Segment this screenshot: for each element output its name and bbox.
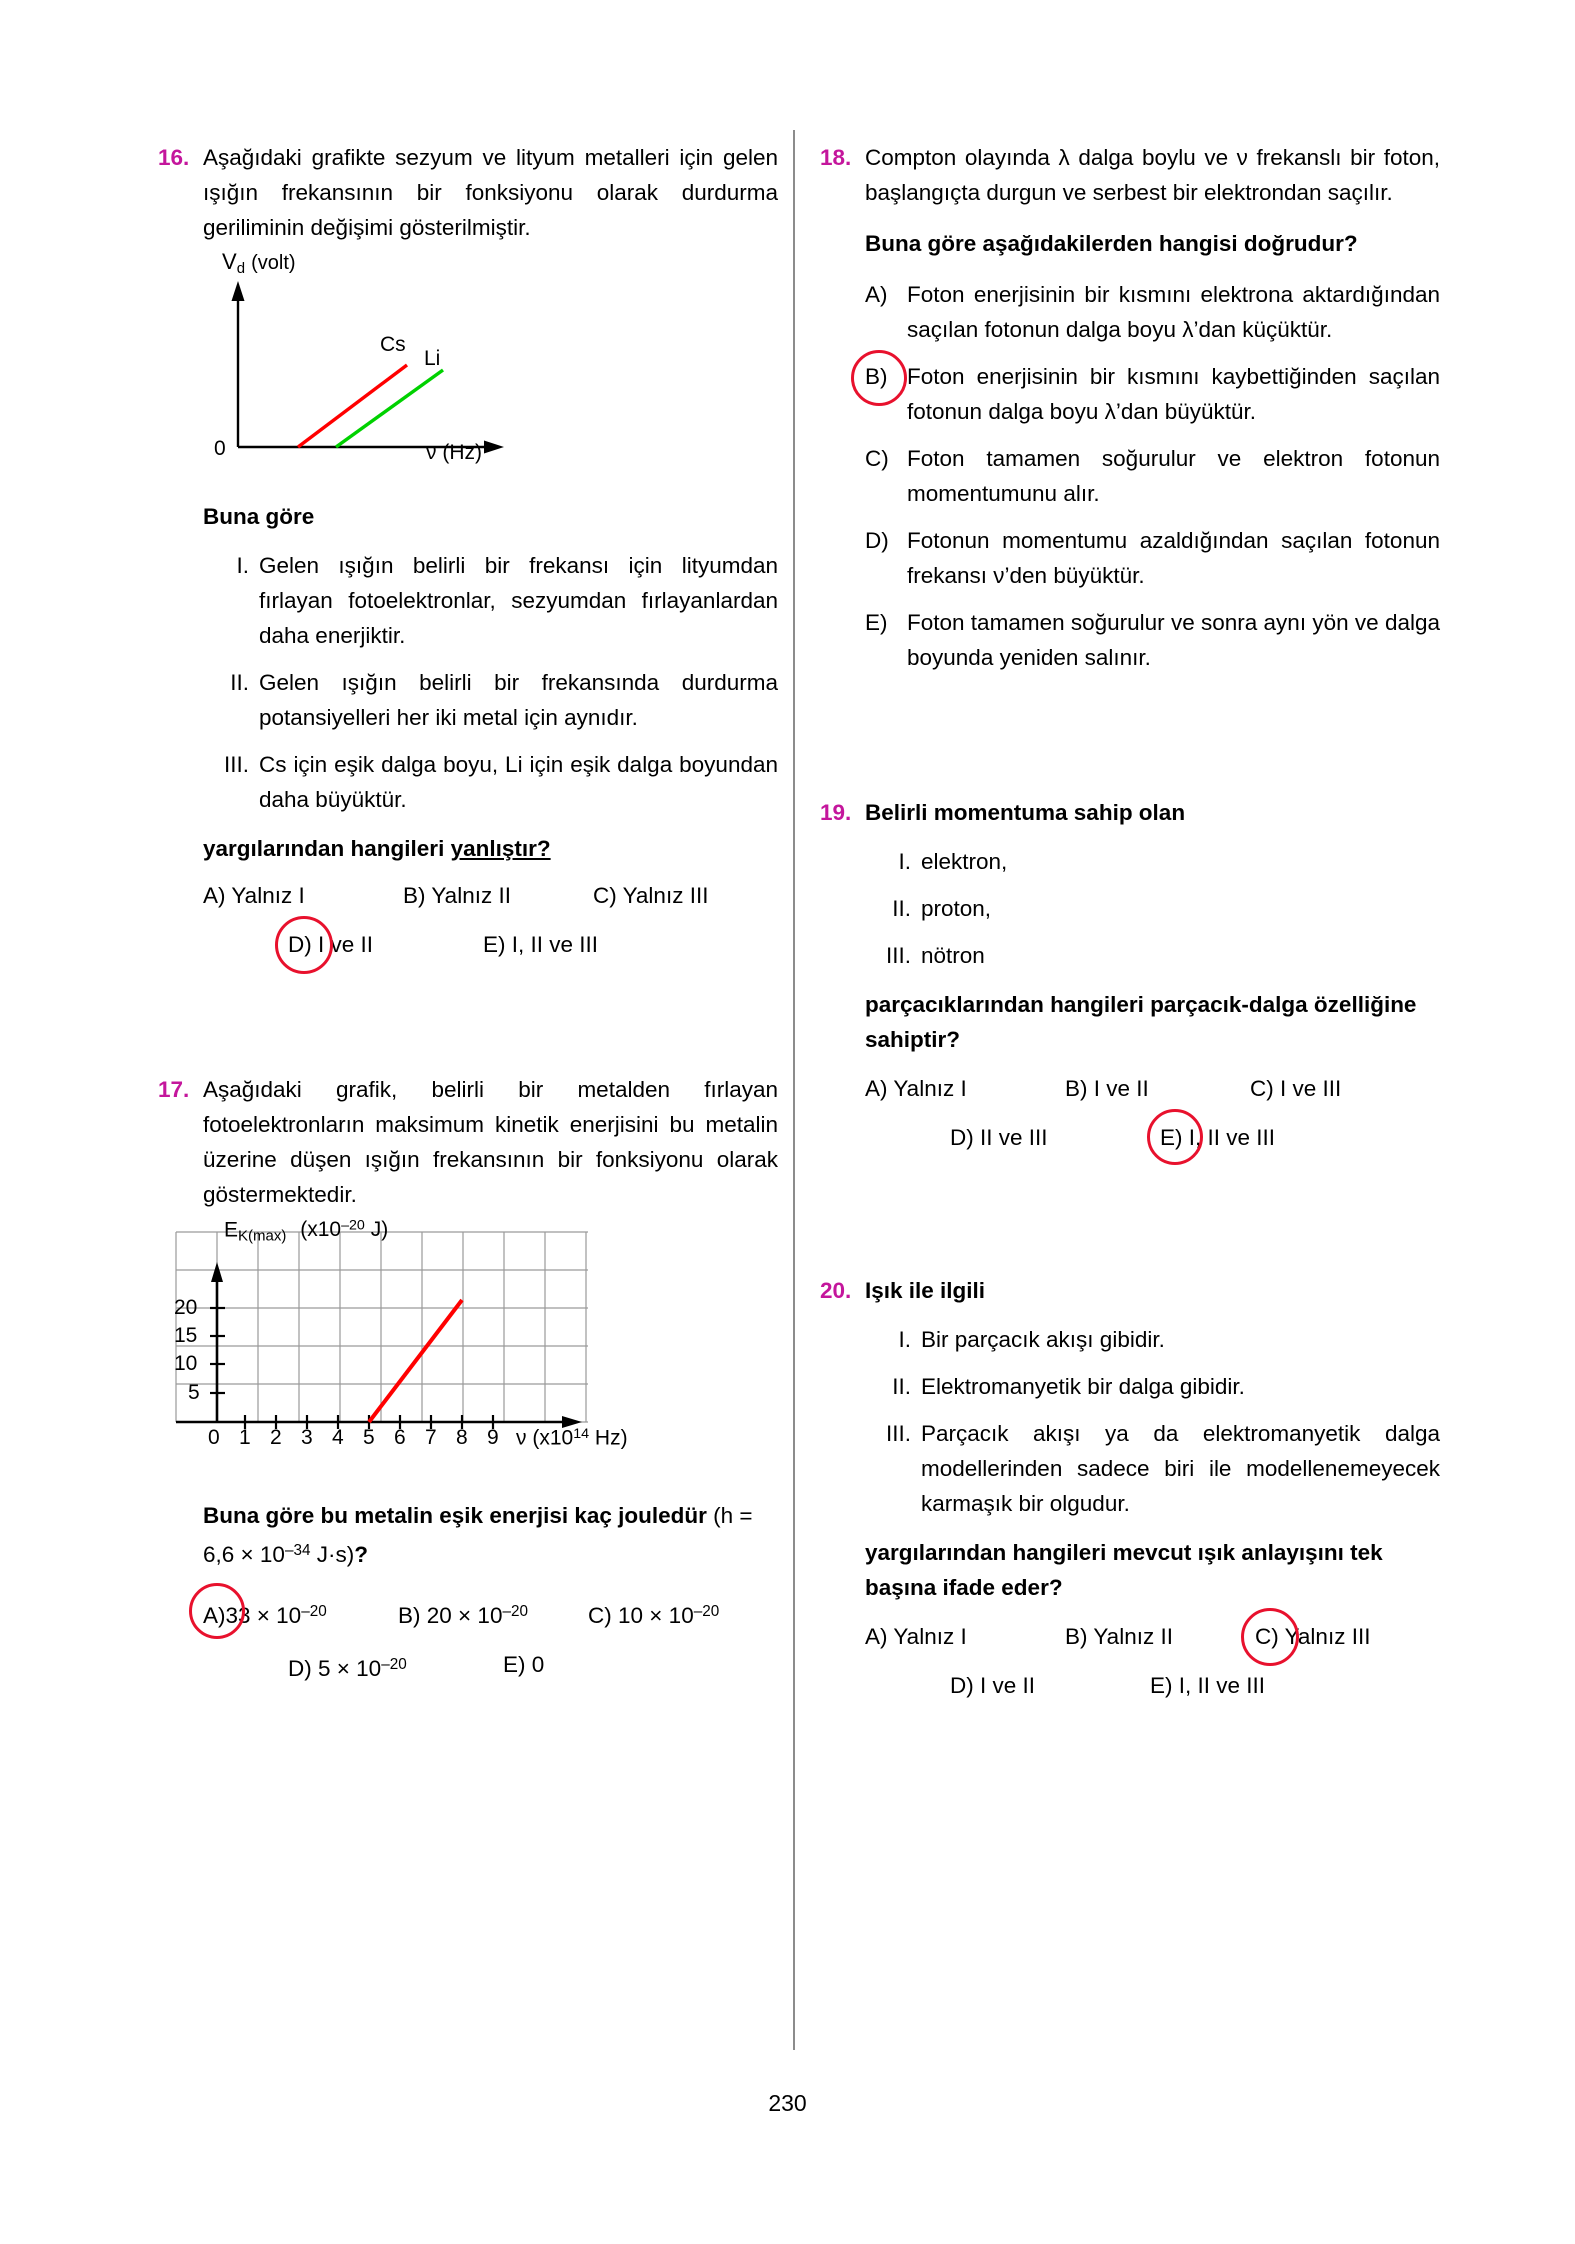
question-20-lead-top: Işık ile ilgili (865, 1278, 986, 1303)
graph17-xtick-6: 6 (394, 1426, 406, 1449)
option-row-2 (950, 1120, 1440, 1155)
graph17-ytick-15: 15 (174, 1324, 198, 1347)
question-19-statements (865, 844, 1440, 973)
option-row-2 (288, 927, 778, 962)
question-16-lead-bottom: yargılarından hangileri yanlıştır? (203, 836, 551, 861)
question-19-options (865, 1071, 1440, 1155)
statement-roman: III. (885, 943, 911, 968)
page-number: 230 (768, 2090, 807, 2116)
graph17-xtick-8: 8 (456, 1426, 468, 1449)
option-b[interactable]: B) I ve II (1065, 1076, 1149, 1101)
statement-roman: II. (892, 1374, 911, 1399)
question-17-lead: Buna göre bu metalin eşik enerjisi kaç jouledür ($h = 6,6 \times 10^{-34}$ J·s)? (203, 1503, 753, 1567)
statement-item (865, 1416, 1440, 1521)
option-e[interactable]: E) I, II ve III (1150, 1673, 1266, 1698)
choice-letter: A) (865, 282, 888, 307)
option-b[interactable]: B) $20 \times 10^{-20}$ (398, 1602, 528, 1628)
choice-text: Foton enerjisinin bir kısmını elektrona aktardığından saçılan fotonun dalga boyu λ’dan küçüktür. (907, 282, 1440, 342)
question-18 (820, 140, 1440, 675)
question-20-lead-bottom: yargılarından hangileri mevcut ışık anlayışını tek başına ifade eder? (865, 1540, 1383, 1600)
question-19-lead-top: Belirli momentuma sahip olan (865, 800, 1186, 825)
option-b[interactable]: B) Yalnız II (1065, 1624, 1173, 1649)
question-16-stem: Aşağıdaki grafikte sezyum ve lityum metalleri için gelen ışığın frekansının bir fonksiyonu olarak durdurma geriliminin değişimi gösterilmiştir. (203, 145, 778, 240)
question-16-options (203, 878, 778, 962)
question-16-number: 16. (158, 145, 190, 170)
graph16-origin-label: 0 (214, 437, 226, 460)
option-e[interactable]: E) I, II ve III (483, 932, 599, 957)
statement-item (865, 891, 1440, 926)
question-20-options (865, 1619, 1440, 1703)
graph17-xtick-5: 5 (363, 1426, 375, 1449)
choice-letter: E) (865, 610, 888, 635)
question-18-stem: Compton olayında λ dalga boylu ve ν frekanslı bir foton, başlangıçta durgun ve serbest bir elektrondan saçılır. (865, 145, 1440, 205)
option-row-2 (950, 1668, 1440, 1703)
option-row-1 (203, 878, 778, 913)
option-a[interactable]: $A)33 \times 10^{-20}$ (203, 1594, 398, 1633)
choice-letter: D) (865, 528, 889, 553)
option-d[interactable]: D) I ve II (288, 927, 483, 962)
option-c[interactable]: C) Yalnız III (593, 883, 709, 908)
choice-text: Fotonun momentumu azaldığından saçılan fotonun frekansı ν’den büyüktür. (907, 528, 1440, 588)
question-17 (158, 1072, 778, 1686)
question-18-choices (865, 277, 1440, 675)
question-16-figure (158, 249, 778, 485)
choice-e[interactable] (865, 605, 1440, 675)
graph17-ytick-20: 20 (174, 1296, 198, 1319)
choice-text: Foton enerjisinin bir kısmını kaybettiğinden saçılan fotonun dalga boyu λ’dan büyüktür. (907, 364, 1440, 424)
option-row-1 (203, 1594, 778, 1633)
question-19-lead-bottom: parçacıklarından hangileri parçacık-dalga özelliğine sahiptir? (865, 992, 1417, 1052)
answer-circle-d (275, 916, 333, 974)
graph17-xtick-9: 9 (487, 1426, 499, 1449)
graph17-x-axis-label: ν ($x10^{14}$ Hz) (516, 1426, 628, 1450)
option-row-1 (865, 1619, 1440, 1654)
question-16 (158, 140, 778, 962)
question-16-lead-top: Buna göre (203, 504, 315, 529)
graph16-series-label-cs: Cs (380, 333, 406, 356)
option-e[interactable]: E) I, II ve III (1160, 1120, 1275, 1155)
graph17-xtick-7: 7 (425, 1426, 437, 1449)
graph16-series-label-li: Li (424, 347, 441, 370)
option-a[interactable]: A) Yalnız I (865, 1624, 967, 1649)
statement-text: Parçacık akışı ya da elektromanyetik dalga modellerinden sadece biri ile modellenemeyecek karmaşık bir olgudur. (921, 1421, 1440, 1516)
statement-roman: II. (230, 670, 249, 695)
choice-a[interactable] (865, 277, 1440, 347)
statement-item (865, 1369, 1440, 1404)
statement-roman: III. (885, 1421, 911, 1446)
question-19 (820, 795, 1440, 1155)
choice-c[interactable] (865, 441, 1440, 511)
question-20-number: 20. (820, 1278, 852, 1303)
choice-text: Foton tamamen soğurulur ve elektron fotonun momentumunu alır. (907, 446, 1440, 506)
question-20 (820, 1273, 1440, 1703)
question-18-number: 18. (820, 145, 852, 170)
graph16-y-axis-label: $V_d$ (volt) (222, 249, 296, 278)
option-c[interactable]: C) I ve III (1250, 1076, 1342, 1101)
statement-roman: I. (236, 553, 249, 578)
left-column (158, 140, 778, 1694)
statement-text: Cs için eşik dalga boyu, Li için eşik dalga boyundan daha büyüktür. (259, 752, 778, 812)
statement-item (865, 938, 1440, 973)
statement-item (865, 1322, 1440, 1357)
question-17-stem: Aşağıdaki grafik, belirli bir metalden fırlayan fotoelektronların maksimum kinetik enerjisini bu metalin üzerine düşen ışığın frekansının bir fonksiyonu olarak göstermektedir. (203, 1077, 778, 1207)
statement-item (203, 665, 778, 735)
option-a[interactable]: A) Yalnız I (203, 883, 305, 908)
statement-item (203, 548, 778, 653)
question-17-options (203, 1594, 778, 1686)
question-16-statements (203, 548, 778, 817)
graph17-xtick-0: 0 (208, 1426, 220, 1449)
graph17-xtick-2: 2 (270, 1426, 282, 1449)
graph17-xtick-4: 4 (332, 1426, 344, 1449)
option-d[interactable]: D) $5 \times 10^{-20}$ (288, 1655, 407, 1681)
option-b[interactable]: B) Yalnız II (403, 883, 511, 908)
graph17-ytick-10: 10 (174, 1352, 198, 1375)
choice-b[interactable] (865, 359, 1440, 429)
statement-text: elektron, (921, 849, 1008, 874)
choice-d[interactable] (865, 523, 1440, 593)
question-19-number: 19. (820, 800, 852, 825)
option-c[interactable]: C) $10 \times 10^{-20}$ (588, 1602, 720, 1628)
statement-roman: I. (898, 1327, 911, 1352)
choice-text: Foton tamamen soğurulur ve sonra aynı yön ve dalga boyunda yeniden salınır. (907, 610, 1440, 670)
column-divider (793, 130, 795, 2050)
statement-text: Elektromanyetik bir dalga gibidir. (921, 1374, 1245, 1399)
right-column (820, 140, 1440, 1711)
option-d[interactable]: D) I ve II (950, 1673, 1036, 1698)
option-row-2 (288, 1647, 778, 1686)
option-row-1 (865, 1071, 1440, 1106)
statement-text: Gelen ışığın belirli bir frekansında durdurma potansiyelleri her iki metal için aynıdır. (259, 670, 778, 730)
statement-text: Bir parçacık akışı gibidir. (921, 1327, 1165, 1352)
statement-roman: II. (892, 896, 911, 921)
statement-text: Gelen ışığın belirli bir frekansı için lityumdan fırlayan fotoelektronlar, sezyumdan fırlayanlardan daha enerjiktir. (259, 553, 778, 648)
graph17-xtick-3: 3 (301, 1426, 313, 1449)
question-17-figure (168, 1218, 778, 1476)
statement-text: proton, (921, 896, 992, 921)
statement-text: nötron (921, 943, 985, 968)
option-d[interactable]: D) II ve III (950, 1125, 1048, 1150)
statement-roman: I. (898, 849, 911, 874)
option-e[interactable]: E) 0 (503, 1651, 545, 1677)
choice-letter: C) (865, 446, 889, 471)
graph17-xtick-1: 1 (239, 1426, 251, 1449)
option-a[interactable]: A) Yalnız I (865, 1076, 967, 1101)
question-17-number: 17. (158, 1077, 190, 1102)
choice-letter: B) (865, 359, 907, 429)
statement-roman: III. (223, 752, 249, 777)
question-20-statements (865, 1322, 1440, 1521)
graph17-ytick-5: 5 (188, 1381, 200, 1404)
graph17-y-axis-label: $E_{K(max)}$ ($x10^{-20}$ J) (224, 1218, 389, 1245)
question-18-lead: Buna göre aşağıdakilerden hangisi doğrudur? (865, 231, 1358, 256)
option-c[interactable]: C) Yalnız III (1255, 1619, 1370, 1654)
statement-item (203, 747, 778, 817)
statement-item (865, 844, 1440, 879)
graph16-x-axis-label: ν (Hz) (426, 441, 482, 464)
